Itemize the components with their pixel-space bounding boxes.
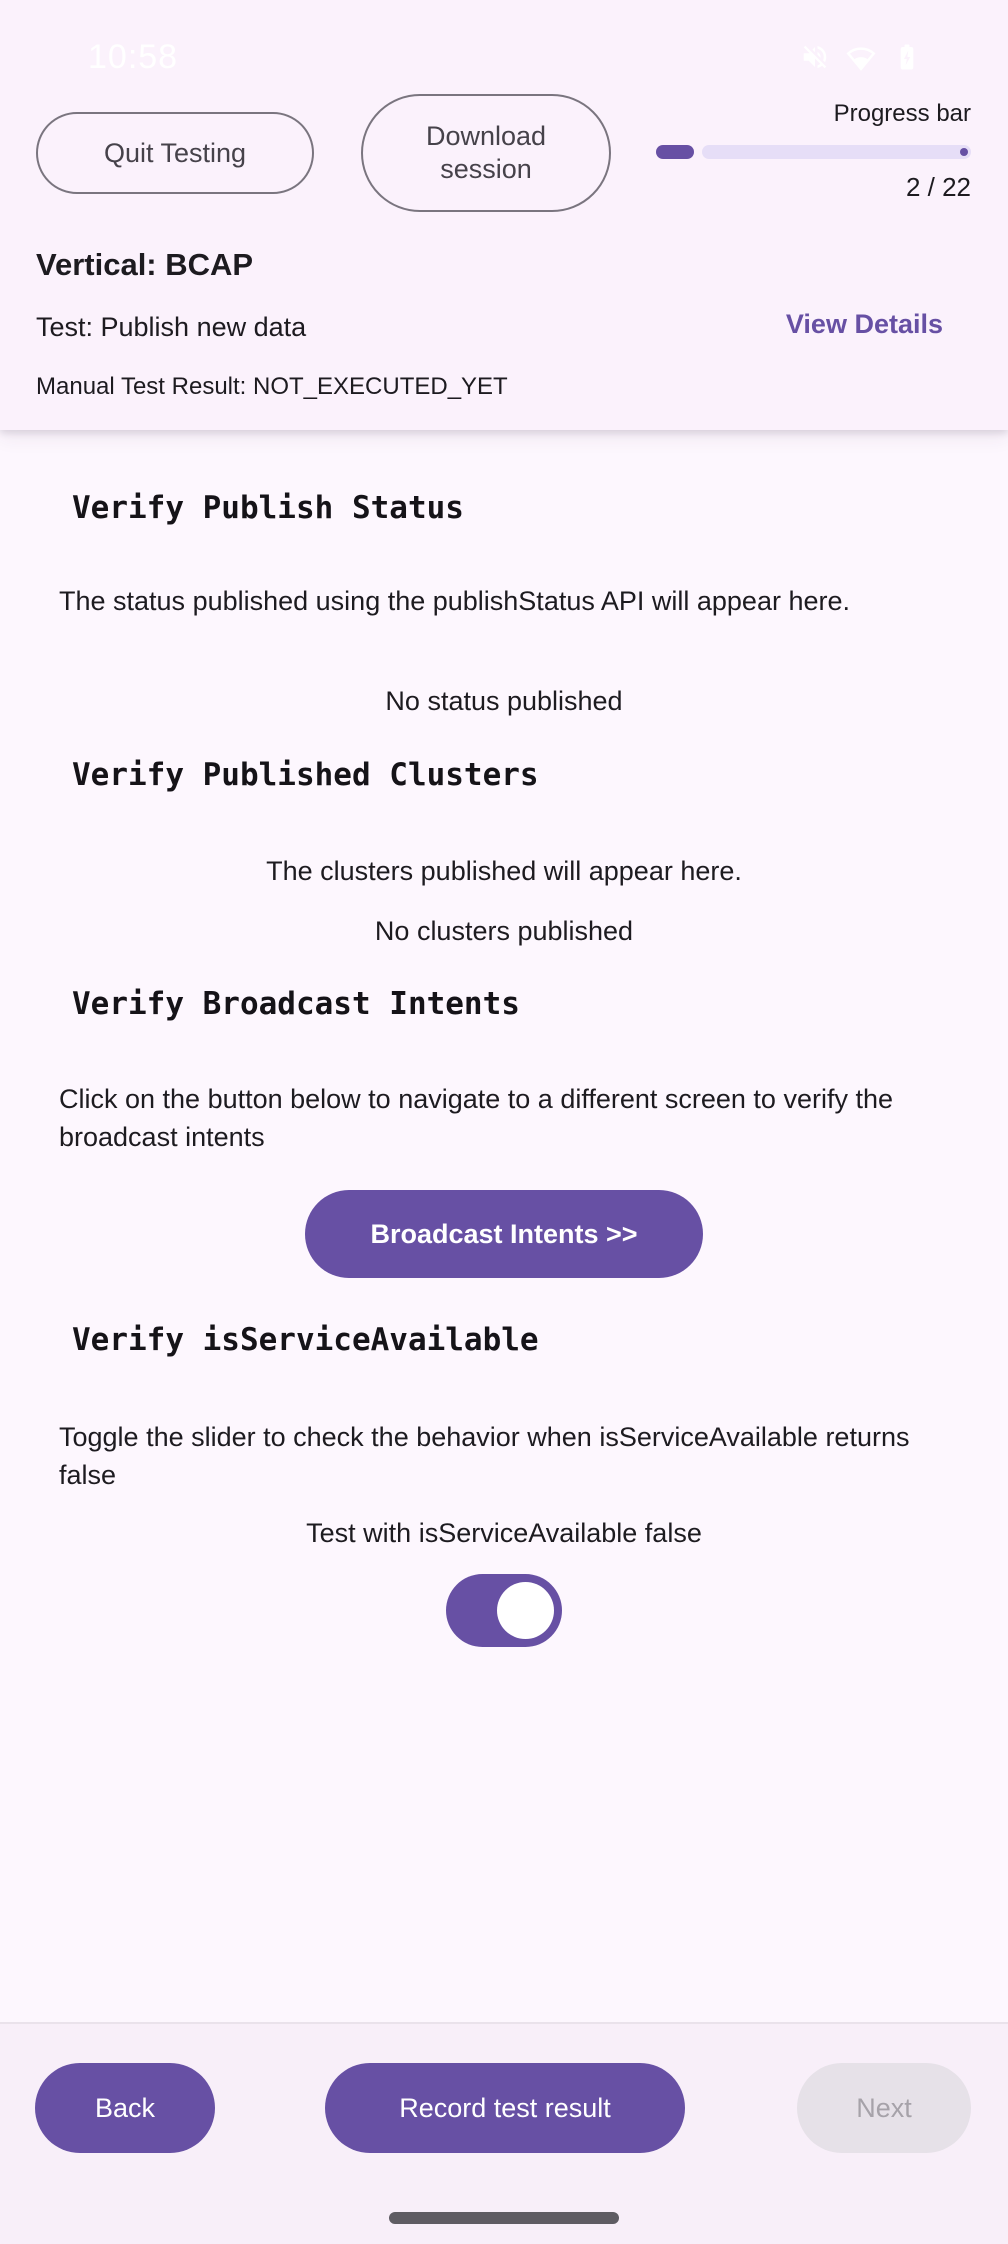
back-button[interactable]: Back xyxy=(35,2063,215,2153)
section-title-verify-is-service-available: Verify isServiceAvailable xyxy=(72,1322,539,1358)
publish-status-value: No status published xyxy=(385,686,623,716)
view-details-link[interactable]: View Details xyxy=(785,309,943,339)
status-bar-icons xyxy=(800,42,922,72)
status-time: 10:58 xyxy=(88,38,179,76)
progress-bar-label: Progress bar xyxy=(833,100,971,127)
manual-test-result: Manual Test Result: NOT_EXECUTED_YET xyxy=(36,373,508,400)
broadcast-intents-button[interactable]: Broadcast Intents >> xyxy=(305,1190,703,1278)
test-name: Test: Publish new data xyxy=(36,312,307,342)
header xyxy=(0,0,1008,430)
published-clusters-value: No clusters published xyxy=(374,916,634,946)
section-title-verify-publish-status: Verify Publish Status xyxy=(72,490,464,526)
progress-bar xyxy=(656,145,971,159)
progress-bar-track xyxy=(702,145,971,159)
progress-bar-stop-dot xyxy=(960,148,968,156)
home-indicator[interactable] xyxy=(389,2212,619,2224)
publish-status-description: The status published using the publishStatus API will appear here. xyxy=(59,586,850,616)
wifi-icon xyxy=(846,42,876,72)
record-test-result-button[interactable]: Record test result xyxy=(325,2063,685,2153)
download-session-button[interactable]: Download session xyxy=(361,94,611,212)
quit-testing-button[interactable]: Quit Testing xyxy=(36,112,314,194)
broadcast-intents-description: Click on the button below to navigate to a different screen to verify the broadcast intents xyxy=(59,1084,893,1152)
volume-muted-icon xyxy=(800,42,830,72)
vertical-title: Vertical: BCAP xyxy=(36,247,254,282)
section-title-verify-published-clusters: Verify Published Clusters xyxy=(72,757,539,793)
battery-charging-icon xyxy=(892,42,922,72)
is-service-available-toggle-label: Test with isServiceAvailable false xyxy=(306,1518,702,1548)
progress-bar-active-segment xyxy=(656,145,694,159)
progress-counter: 2 / 22 xyxy=(905,172,971,202)
switch-thumb xyxy=(497,1582,554,1639)
is-service-available-description: Toggle the slider to check the behavior when isServiceAvailable returns false xyxy=(59,1422,910,1490)
section-title-verify-broadcast-intents: Verify Broadcast Intents xyxy=(72,986,520,1022)
is-service-available-switch[interactable] xyxy=(446,1574,562,1647)
published-clusters-description: The clusters published will appear here. xyxy=(266,856,742,886)
next-button[interactable]: Next xyxy=(797,2063,971,2153)
